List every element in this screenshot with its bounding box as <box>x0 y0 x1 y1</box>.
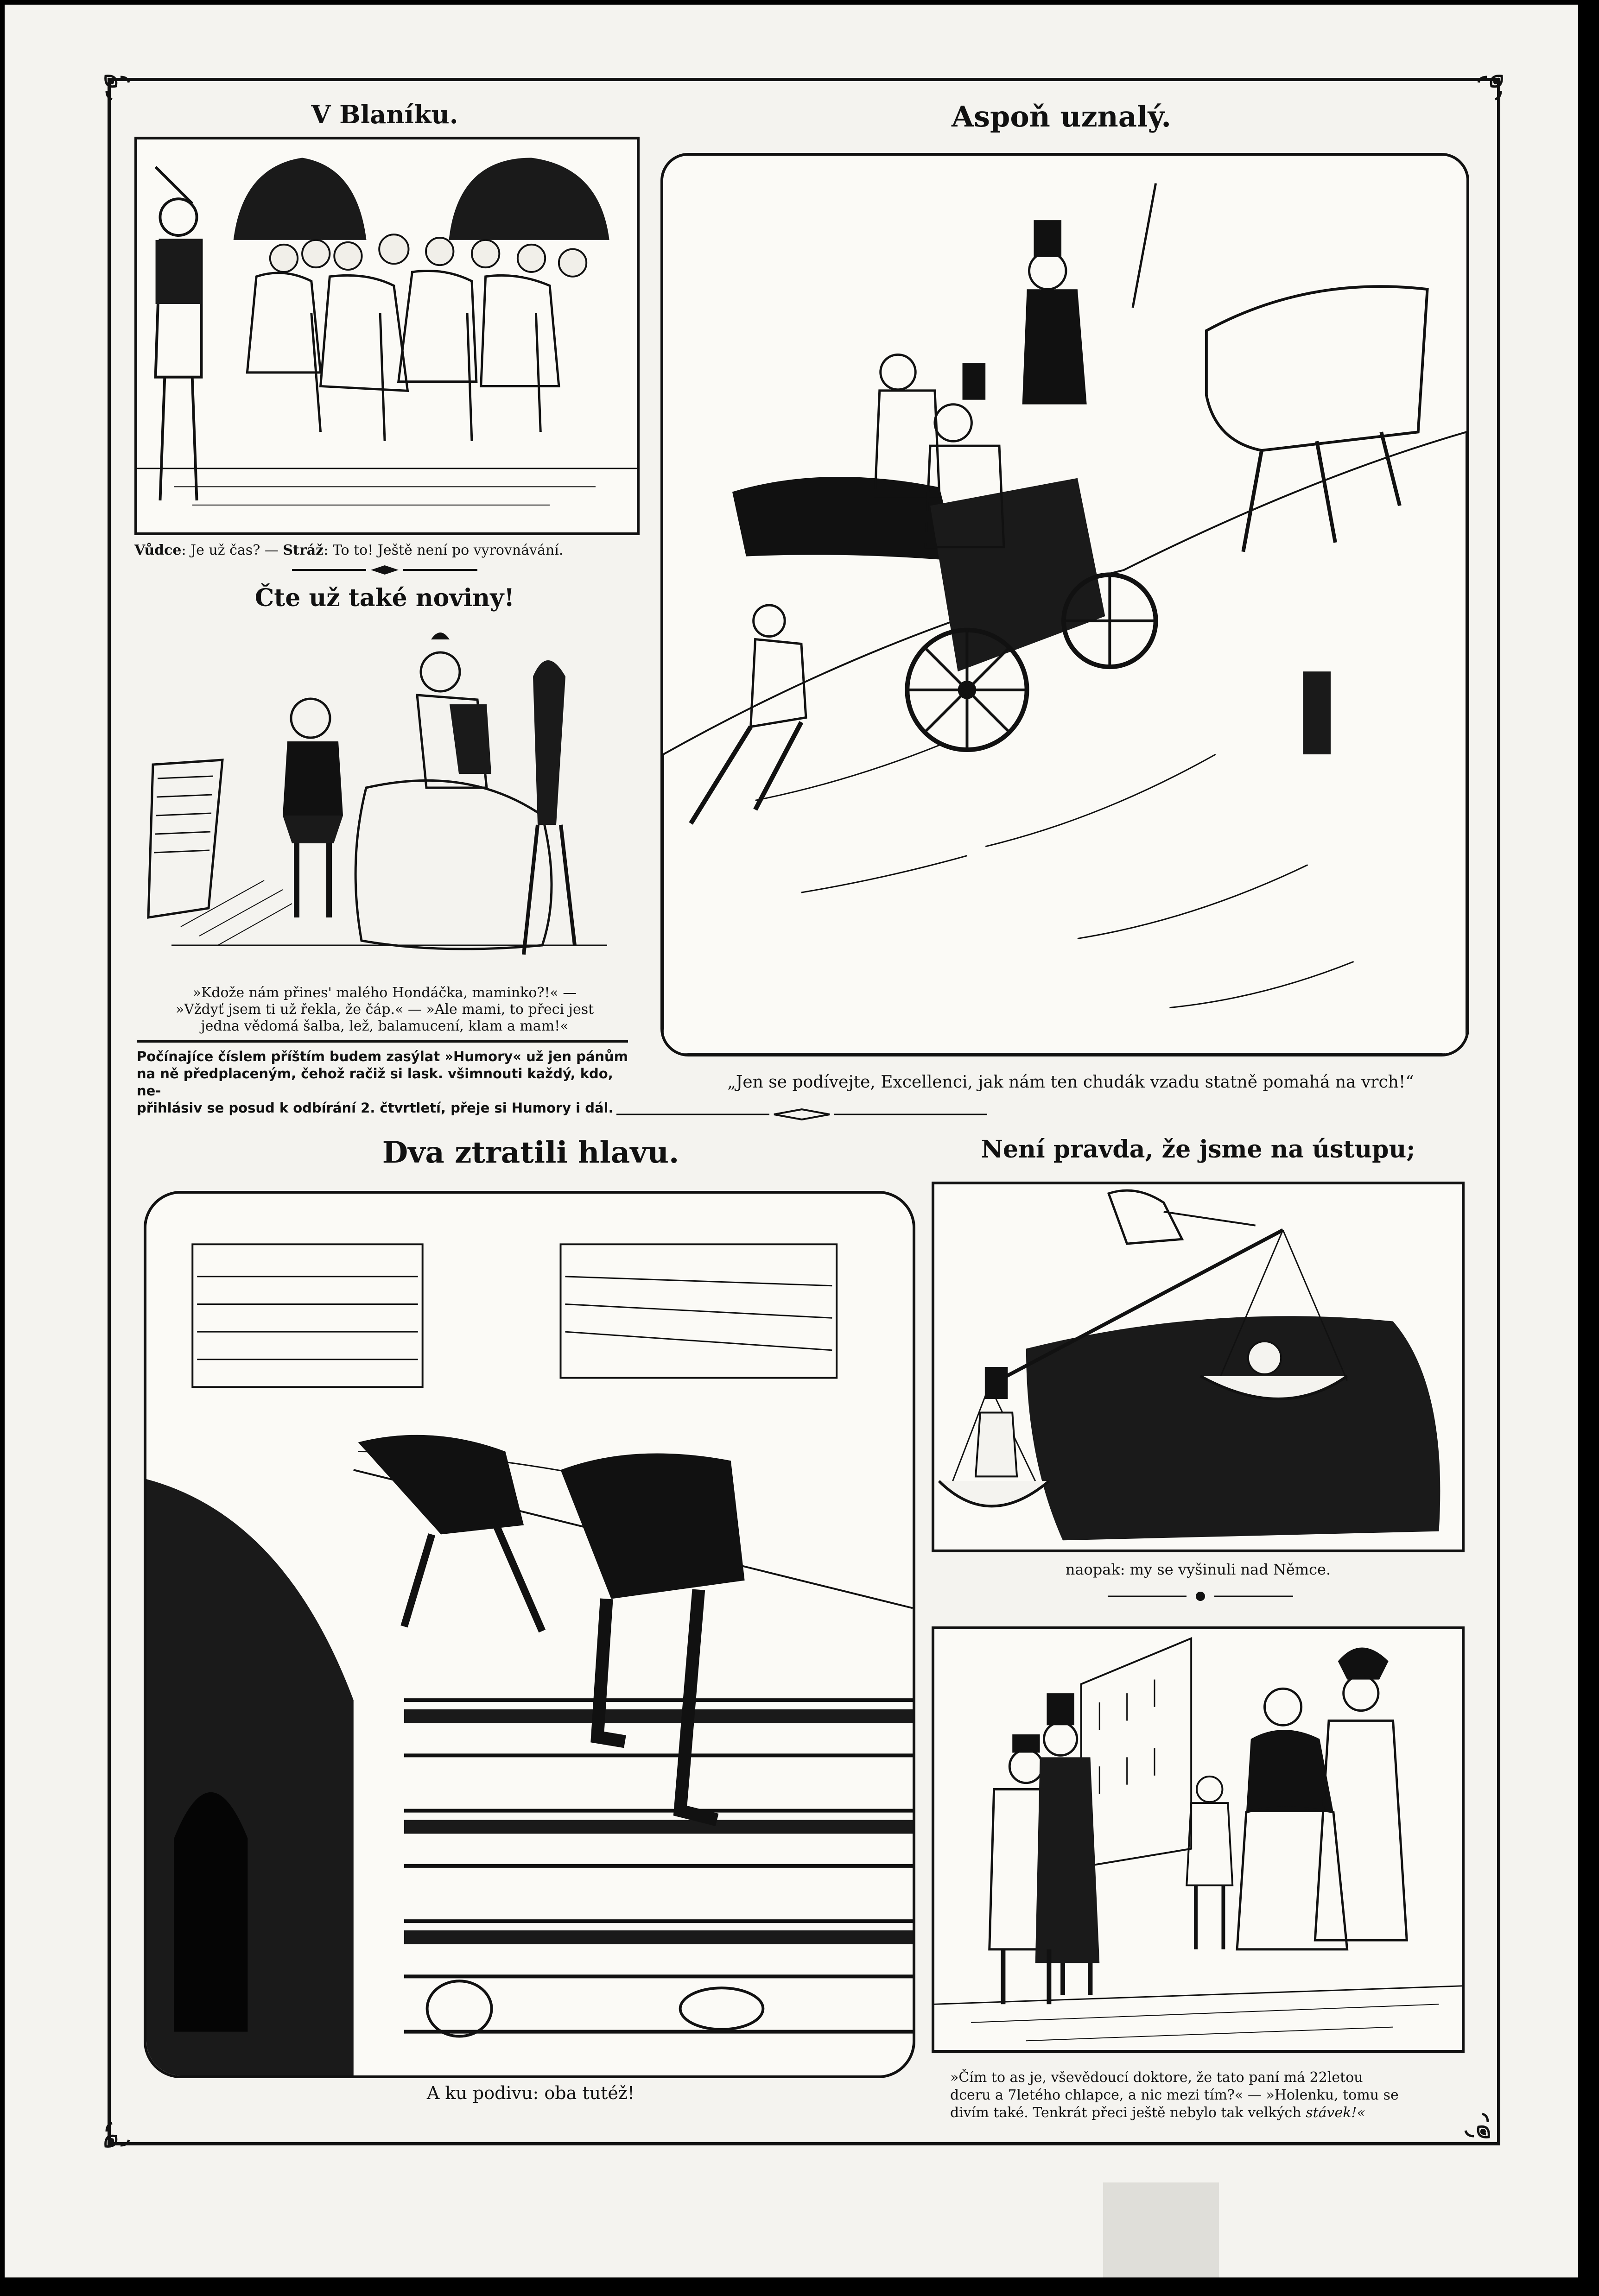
notice-line: přihlásiv se posud k odbírání 2. čtvrtletí, přeje si Humory i dál. <box>137 1100 614 1116</box>
noviny-caption-line: »Kdože nám přines' malého Hondáčka, maminko?!« — <box>192 985 577 1001</box>
ustup-caption: naopak: my se vyšinuli nad Němce. <box>1065 1561 1331 1578</box>
corner-ornament-top-left <box>102 72 134 105</box>
blanik-title: V Blaníku. <box>311 100 458 129</box>
blanik-illustration <box>134 137 640 535</box>
doktor-caption-line: dceru a 7letého chlapce, a nic mezi tím?« — »Holenku, tomu se <box>950 2087 1399 2103</box>
divider-ornament <box>1108 1589 1293 1603</box>
subscription-notice <box>137 1048 633 1117</box>
blanik-caption-line-2: : To to! Ještě není po vyrovnávání. <box>324 542 564 558</box>
noviny-caption <box>144 985 626 1035</box>
doktor-caption-italic: stávek!« <box>1306 2105 1365 2121</box>
doktor-caption-line: »Čím to as je, vševědoucí doktore, že tato paní má 22letou <box>950 2069 1363 2086</box>
notice-rule <box>137 1040 628 1043</box>
blanik-caption-line-1: : Je už čas? — <box>181 542 283 558</box>
uznaly-illustration <box>660 153 1469 1056</box>
noviny-caption-line: »Vždyť jsem ti už řekla, že čáp.« — »Ale mami, to přeci jest <box>175 1001 594 1018</box>
hlavu-illustration <box>144 1191 915 2078</box>
corner-ornament-bottom-right <box>1460 2108 1492 2141</box>
divider-ornament <box>616 1107 987 1121</box>
noviny-illustration <box>144 621 626 973</box>
doktor-illustration <box>932 1626 1465 2053</box>
scan-mark <box>1103 2182 1219 2277</box>
noviny-caption-line: jedna vědomá šalba, lež, balamucení, klam a mam!« <box>201 1018 569 1034</box>
doktor-caption <box>950 2069 1465 2122</box>
uznaly-title: Aspoň uznalý. <box>952 100 1171 133</box>
ustup-illustration <box>932 1182 1465 1552</box>
ustup-title: Není pravda, že jsme na ústupu; <box>981 1135 1415 1164</box>
notice-line: Počínajíce číslem příštím budem zasýlat »Humory« už jen pánům <box>137 1049 628 1064</box>
newspaper-page <box>5 5 1578 2277</box>
notice-line: na ně předplaceným, čehož račiž si lask. všimnouti každý, kdo, ne- <box>137 1066 613 1099</box>
noviny-title: Čte už také noviny! <box>254 584 515 612</box>
divider-ornament <box>292 563 477 577</box>
doktor-caption-text: divím také. Tenkrát přeci ještě nebylo tak velkých <box>950 2105 1306 2121</box>
blanik-caption-speaker-2: Stráž <box>283 542 324 558</box>
blanik-caption <box>134 542 644 558</box>
uznaly-caption: „Jen se podívejte, Excellenci, jak nám ten chudák vzadu statně pomahá na vrch!“ <box>727 1073 1414 1092</box>
corner-ornament-bottom-left <box>102 2118 134 2150</box>
corner-ornament-top-right <box>1473 72 1505 105</box>
blanik-caption-speaker-1: Vůdce <box>134 542 182 558</box>
doktor-caption-line <box>950 2104 1465 2122</box>
hlavu-title: Dva ztratili hlavu. <box>382 1135 679 1170</box>
hlavu-caption: A ku podivu: oba tutéž! <box>426 2083 635 2103</box>
